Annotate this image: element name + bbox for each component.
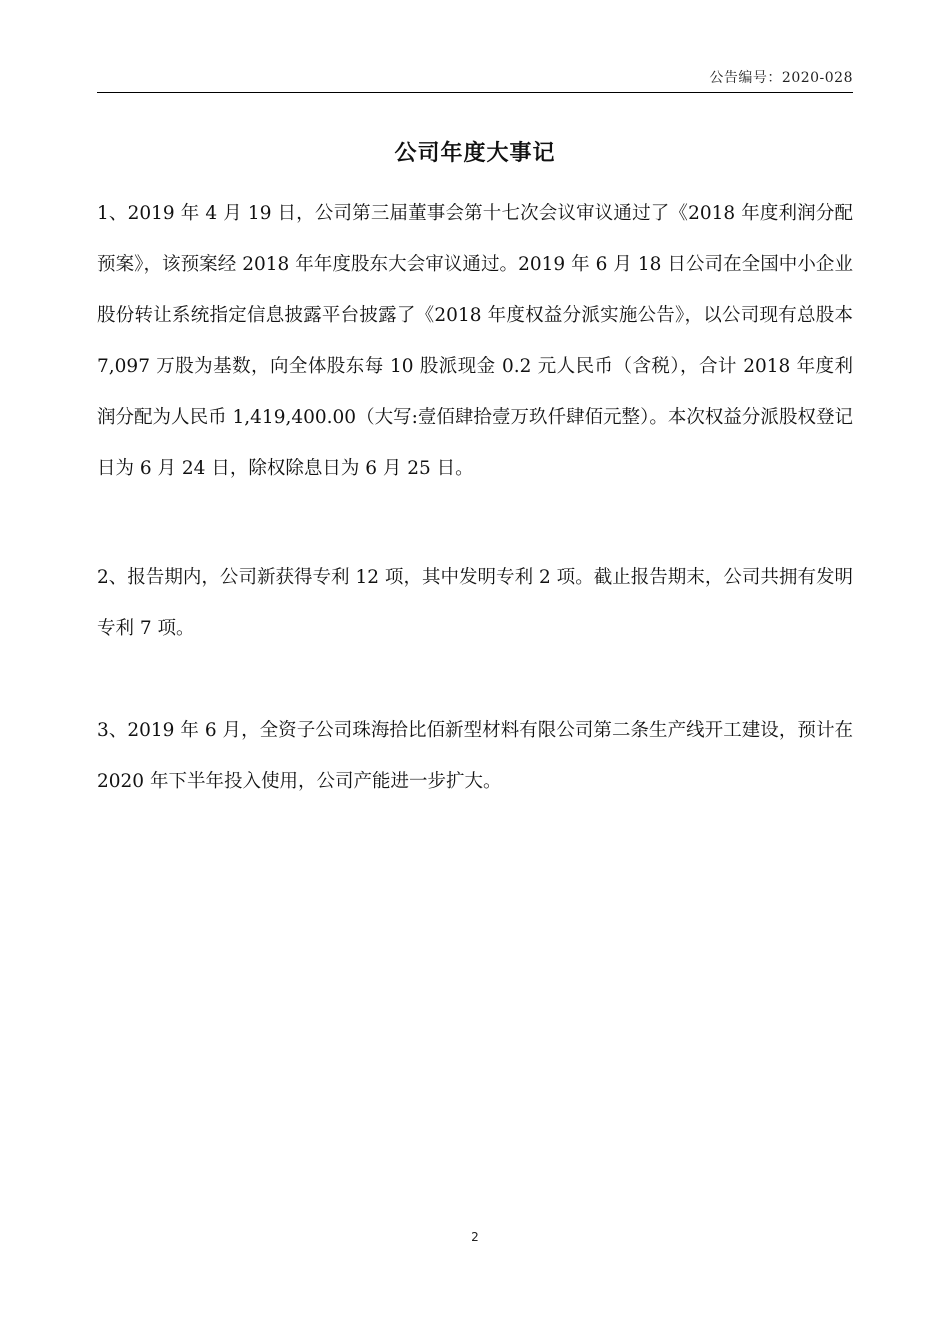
- paragraph-spacer: [97, 494, 853, 552]
- header-divider: [97, 92, 853, 93]
- paragraph-spacer: [97, 654, 853, 705]
- announcement-number: 公告编号：2020-028: [709, 70, 853, 86]
- event-paragraph-3: 3、2019 年 6 月，全资子公司珠海拾比佰新型材料有限公司第二条生产线开工建设，预计在 2020 年下半年投入使用，公司产能进一步扩大。: [97, 720, 853, 792]
- event-paragraph-1: 1、2019 年 4 月 19 日，公司第三届董事会第十七次会议审议通过了《2018 年度利润分配预案》，该预案经 2018 年年度股东大会审议通过。2019 年 6 月 18 日公司在全国中小企业股份转让系统指定信息披露平台披露了《2018 年度权益分派实施公告》，以公司现有总股本 7,097 万股为基数，向全体股东每 10 股派现金 0.2 元人民币（含税），合计 2018 年度利润分配为人民币 1,419,400.00（大写:壹佰肆拾壹万玖仟肆佰元整）。本次权益分派股权登记日为 6 月 24 日，除权除息日为 6 月 25 日。: [97, 203, 853, 479]
- event-paragraph-2: 2、报告期内，公司新获得专利 12 项，其中发明专利 2 项。截止报告期末，公司共拥有发明专利 7 项。: [97, 567, 853, 639]
- document-body: [97, 188, 853, 807]
- page-title: 公司年度大事记: [394, 141, 556, 166]
- page-number: 2: [471, 1230, 479, 1244]
